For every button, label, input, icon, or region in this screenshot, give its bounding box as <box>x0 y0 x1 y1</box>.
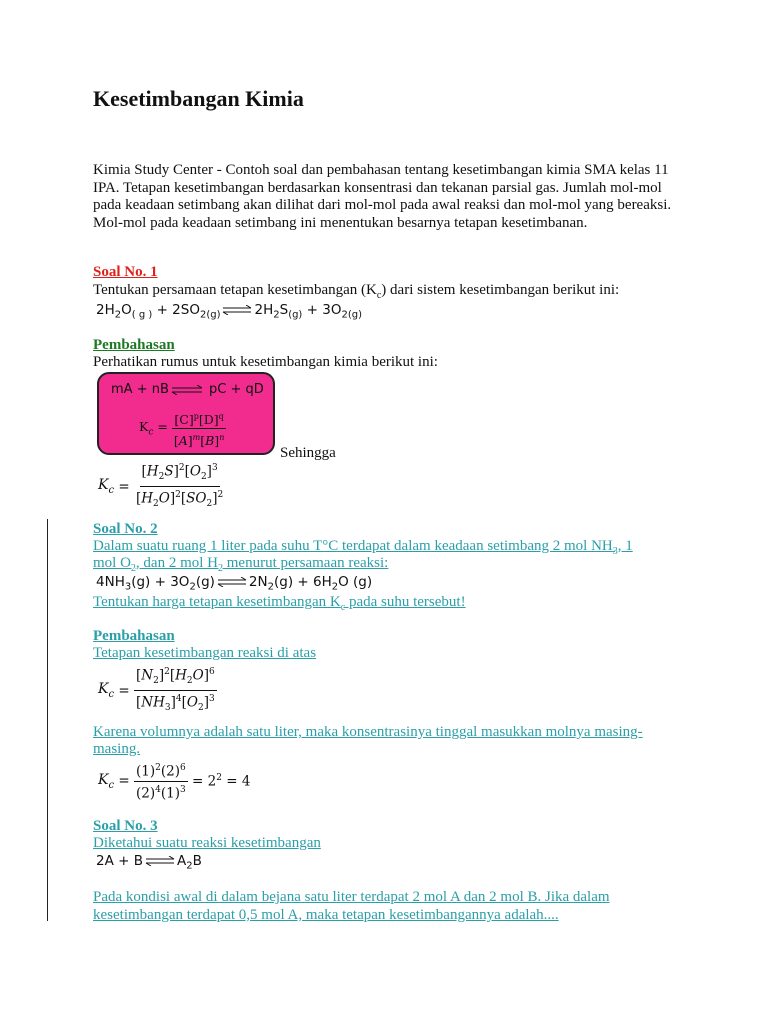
soal-2-pembahasan-heading: Pembahasan <box>93 628 175 644</box>
soal-1-heading: Soal No. 1 <box>93 264 158 280</box>
formula-box <box>97 372 275 455</box>
soal-3-question[interactable]: Pada kondisi awal di dalam bejana satu liter terdapat 2 mol A dan 2 mol B. Jika dalam kesetimbangan terdapat 0,5 mol A, maka tetapan kesetimbangannya adalah.... <box>93 889 610 923</box>
soal-2-kc-formula: $K_c$ = $\frac{[N_2]^2[H_2O]^6}{[NH_3]^4[O_2]^3}$ <box>98 664 217 717</box>
sehingga-text: Sehingga <box>280 445 336 461</box>
equilibrium-arrow-icon <box>222 305 252 315</box>
page-title: Kesetimbangan Kimia <box>93 86 304 111</box>
soal-2-equation: $4NH_3(g) + 3O_2(g) 2N_2(g) + 6H_2O$ (g) <box>96 574 373 593</box>
equilibrium-arrow-icon <box>217 577 247 587</box>
soal-2-heading: Soal No. 2 <box>93 521 158 537</box>
soal-1-kc-answer: $K_c$ = $\frac{[H_2S]^2[O_2]^3}{[H_2O]^2[SO_2]^2}$ <box>98 460 225 513</box>
equilibrium-arrow-icon <box>145 856 175 866</box>
soal-1-question: Tentukan persamaan tetapan kesetimbangan $(K_c)$ dari sistem kesetimbangan berikut ini: <box>93 282 620 301</box>
soal-3-heading: Soal No. 3 <box>93 818 158 834</box>
intro-paragraph: Kimia Study Center - Contoh soal dan pembahasan tentang kesetimbangan kimia SMA kelas 11 IPA. Tetapan kesetimbangan berdasarkan konsentrasi dan tekanan parsial gas. Jumlah mol-mol pada keadaan setimbang akan dilihat dari mol-mol pada awal reaksi dan mol-mol yang bereaksi. Mol-mol pada keadaan setimbang ini menentukan besarnya tetapan kesetimbanan. <box>93 162 672 231</box>
soal-1-explain: Perhatikan rumus untuk kesetimbangan kimia berikut ini: <box>93 354 438 370</box>
soal-2-explain[interactable]: Tetapan kesetimbangan reaksi di atas <box>93 645 317 661</box>
soal-2-line-2[interactable]: mol $O_2$, dan 2 mol $H_2$ menurut persamaan reaksi: <box>93 555 389 574</box>
soal-2-kc-answer: $K_c$ = $\frac{(1)^2(2)^6}{(2)^4(1)^3}$ = $2^2 = 4$ <box>98 760 250 802</box>
soal-2-karena[interactable]: Karena volumnya adalah satu liter, maka konsentrasinya tinggal masukkan molnya masing-masing. <box>93 724 643 757</box>
soal-3-equation: 2A + B $A_2B$ <box>96 853 202 872</box>
general-kc-formula: $K_c$ = $\frac{[C]^p[D]^q}{[A]^m[B]^n}$ <box>139 408 226 449</box>
equilibrium-arrow-icon <box>171 385 203 395</box>
soal-1-pembahasan-heading: Pembahasan <box>93 337 175 353</box>
soal-2-line-1[interactable]: Dalam suatu ruang 1 liter pada suhu T°C terdapat dalam keadaan setimbang 2 mol $NH_3$, 1 <box>93 538 633 557</box>
margin-line <box>47 519 48 921</box>
general-reaction: mA + nB pC + qD <box>111 382 264 397</box>
soal-3-intro[interactable]: Diketahui suatu reaksi kesetimbangan <box>93 835 321 851</box>
soal-2-question[interactable]: Tentukan harga tetapan kesetimbangan $K_c$ pada suhu tersebut! <box>93 594 466 613</box>
soal-1-equation: $2H_2O_{( g )} + 2SO_{2(g)}$ $2H_2S_{(g)} + 3O_{2(g)}$ <box>96 302 362 321</box>
